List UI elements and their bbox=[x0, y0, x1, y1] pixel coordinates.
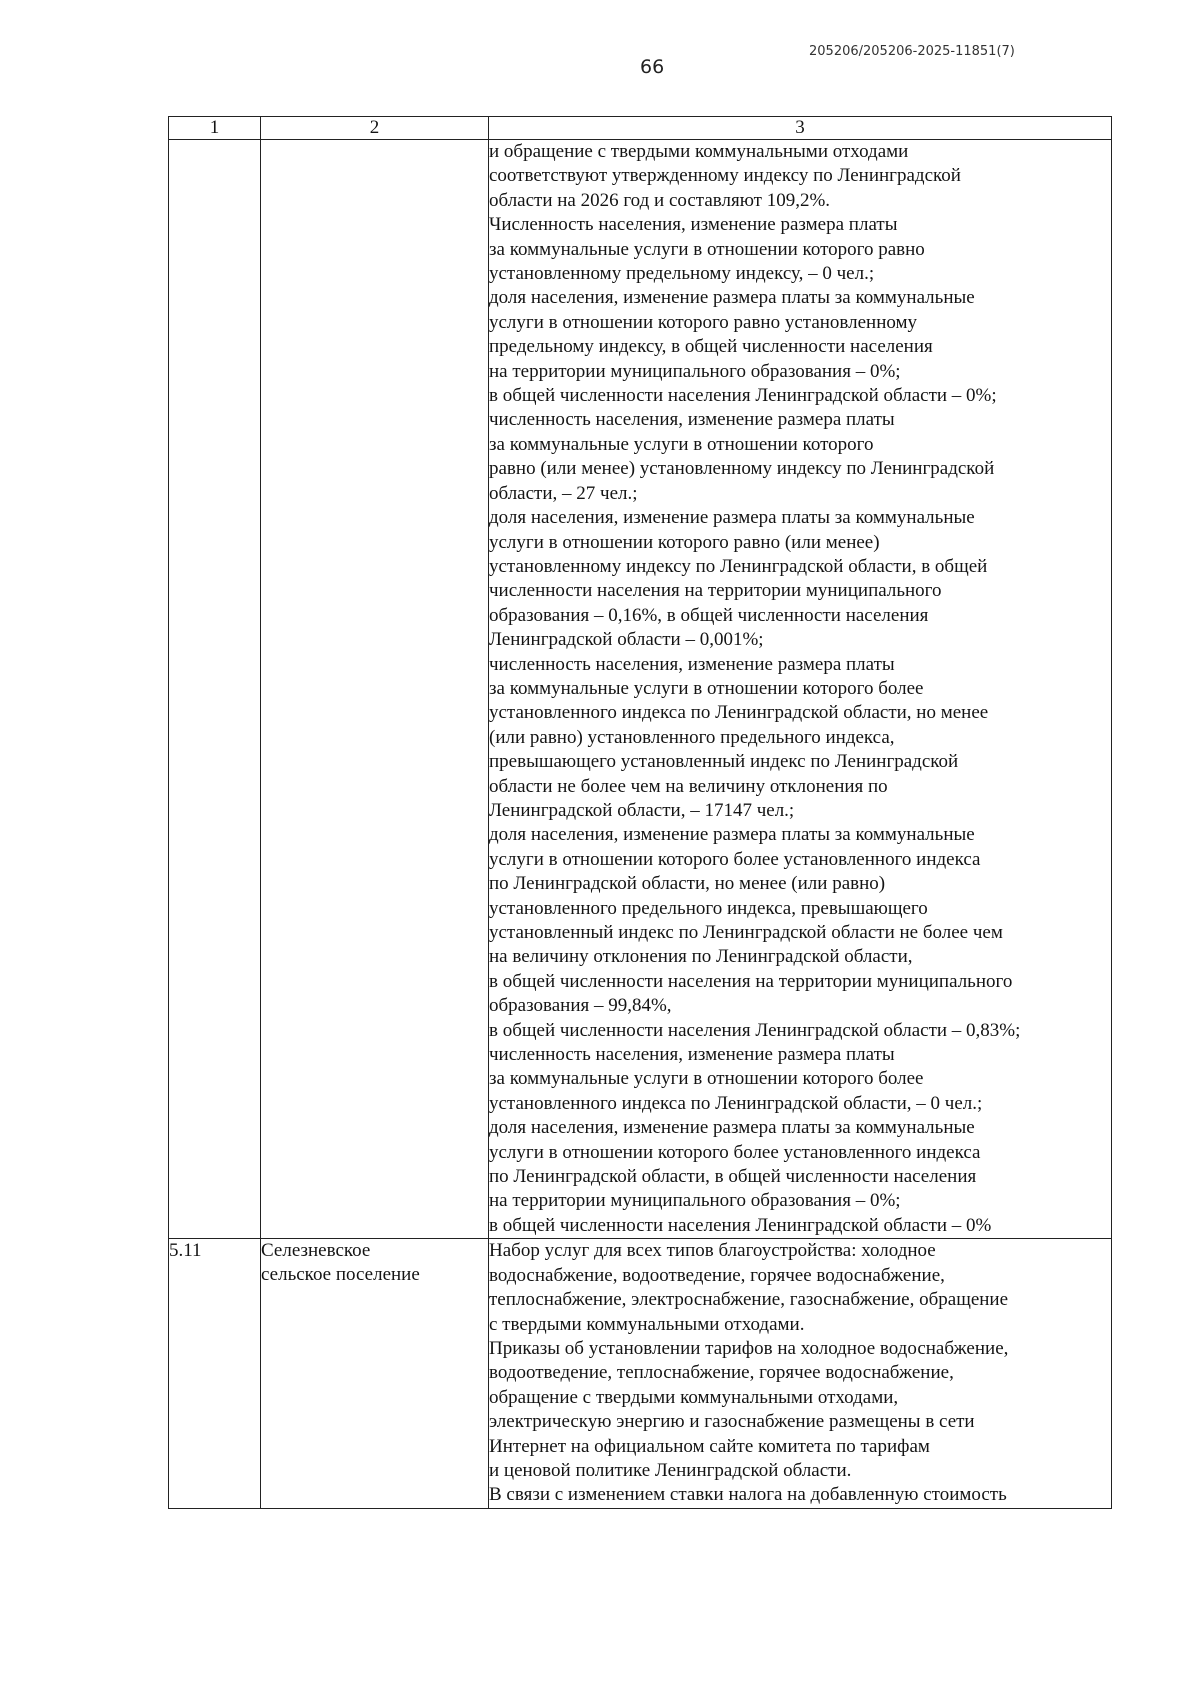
text-line: обращение с твердыми коммунальными отходами, bbox=[489, 1386, 899, 1408]
text-line: установленному предельному индексу, – 0 чел.; bbox=[489, 263, 875, 285]
content-table bbox=[168, 116, 1112, 1509]
text-line: численность населения, изменение размера платы bbox=[489, 409, 895, 431]
text-line: (или равно) установленного предельного индекса, bbox=[489, 726, 895, 748]
text-line: в общей численности населения Ленинградской области – 0,83%; bbox=[489, 1019, 1021, 1041]
text-line: услуги в отношении которого равно (или менее) bbox=[489, 531, 880, 553]
text-line: электрическую энергию и газоснабжение размещены в сети bbox=[489, 1411, 975, 1433]
text-line: услуги в отношении которого равно установленному bbox=[489, 311, 918, 333]
description-cell bbox=[489, 1239, 1112, 1508]
text-line: предельному индексу, в общей численности населения bbox=[489, 336, 933, 358]
document-id: 205206/205206-2025-11851(7) bbox=[809, 44, 1015, 59]
text-line: теплоснабжение, электроснабжение, газоснабжение, обращение bbox=[489, 1289, 1009, 1311]
text-line: услуги в отношении которого более установленного индекса bbox=[489, 848, 981, 870]
text-line: Численность населения, изменение размера платы bbox=[489, 214, 898, 236]
text-line: численность населения, изменение размера платы bbox=[489, 653, 895, 675]
text-line: с твердыми коммунальными отходами. bbox=[489, 1313, 805, 1335]
text-line: за коммунальные услуги в отношении которого более bbox=[489, 677, 924, 699]
settlement-name-cell bbox=[261, 140, 489, 1239]
text-line: установленного индекса по Ленинградской области, – 0 чел.; bbox=[489, 1092, 983, 1114]
text-line: по Ленинградской области, в общей численности населения bbox=[489, 1166, 977, 1188]
text-line: установленный индекс по Ленинградской области не более чем bbox=[489, 922, 1003, 943]
text-line: области не более чем на величину отклонения по bbox=[489, 775, 888, 797]
text-line: численности населения на территории муниципального bbox=[489, 580, 942, 602]
text-line: Интернет на официальном сайте комитета по тарифам bbox=[489, 1435, 930, 1457]
text-line: Приказы об установлении тарифов на холодное водоснабжение, bbox=[489, 1337, 1009, 1359]
text-line: услуги в отношении которого более установленного индекса bbox=[489, 1141, 981, 1163]
page-number: 66 bbox=[640, 56, 665, 78]
text-line: образования – 99,84%, bbox=[489, 995, 672, 1017]
column-header-3: 3 bbox=[489, 117, 1112, 140]
text-line: превышающего установленный индекс по Ленинградской bbox=[489, 751, 959, 773]
table-body bbox=[169, 140, 1112, 1509]
text-line: Набор услуг для всех типов благоустройства: холодное bbox=[489, 1240, 936, 1262]
text-line: области на 2026 год и составляют 109,2%. bbox=[489, 189, 831, 211]
table-row bbox=[169, 140, 1112, 1239]
row-number bbox=[169, 140, 261, 1239]
text-line: численность населения, изменение размера платы bbox=[489, 1044, 895, 1066]
text-line: и обращение с твердыми коммунальными отходами bbox=[489, 141, 909, 162]
table-row bbox=[169, 1239, 1112, 1508]
text-line: и ценовой политике Ленинградской области. bbox=[489, 1459, 852, 1481]
text-line: за коммунальные услуги в отношении которого более bbox=[489, 1068, 924, 1090]
text-line: в общей численности населения на территории муниципального bbox=[489, 970, 1013, 992]
text-line: установленного индекса по Ленинградской области, но менее bbox=[489, 702, 989, 724]
text-line: установленному индексу по Ленинградской области, в общей bbox=[489, 555, 988, 577]
column-header-2: 2 bbox=[261, 117, 489, 140]
column-header-1: 1 bbox=[169, 117, 261, 140]
text-line: образования – 0,16%, в общей численности населения bbox=[489, 604, 929, 626]
text-line: доля населения, изменение размера платы за коммунальные bbox=[489, 507, 975, 529]
text-line: В связи с изменением ставки налога на добавленную стоимость bbox=[489, 1484, 1007, 1506]
settlement-name-line: Селезневское bbox=[261, 1240, 371, 1262]
text-line: равно (или менее) установленному индексу по Ленинградской bbox=[489, 458, 995, 480]
row-number: 5.11 bbox=[169, 1239, 261, 1508]
table-header-row bbox=[169, 117, 1112, 140]
text-line: на величину отклонения по Ленинградской области, bbox=[489, 946, 913, 968]
text-line: за коммунальные услуги в отношении которого равно bbox=[489, 238, 925, 260]
text-line: в общей численности населения Ленинградской области – 0%; bbox=[489, 385, 997, 407]
text-line: области, – 27 чел.; bbox=[489, 482, 638, 504]
text-line: в общей численности населения Ленинградской области – 0% bbox=[489, 1214, 992, 1236]
description-cell bbox=[489, 140, 1112, 1239]
text-line: доля населения, изменение размера платы за коммунальные bbox=[489, 1117, 975, 1139]
text-line: Ленинградской области – 0,001%; bbox=[489, 629, 764, 651]
text-line: по Ленинградской области, но менее (или равно) bbox=[489, 873, 886, 895]
text-line: установленного предельного индекса, превышающего bbox=[489, 897, 928, 919]
settlement-name-line: сельское поселение bbox=[261, 1264, 420, 1286]
settlement-name-cell bbox=[261, 1239, 489, 1508]
text-line: соответствуют утвержденному индексу по Ленинградской bbox=[489, 165, 961, 187]
text-line: за коммунальные услуги в отношении которого bbox=[489, 433, 874, 455]
text-line: доля населения, изменение размера платы за коммунальные bbox=[489, 824, 975, 846]
text-line: Ленинградской области, – 17147 чел.; bbox=[489, 799, 795, 821]
text-line: на территории муниципального образования – 0%; bbox=[489, 360, 901, 382]
text-line: водоснабжение, водоотведение, горячее водоснабжение, bbox=[489, 1264, 945, 1286]
text-line: на территории муниципального образования – 0%; bbox=[489, 1190, 901, 1212]
text-line: доля населения, изменение размера платы за коммунальные bbox=[489, 287, 975, 309]
text-line: водоотведение, теплоснабжение, горячее водоснабжение, bbox=[489, 1362, 954, 1384]
